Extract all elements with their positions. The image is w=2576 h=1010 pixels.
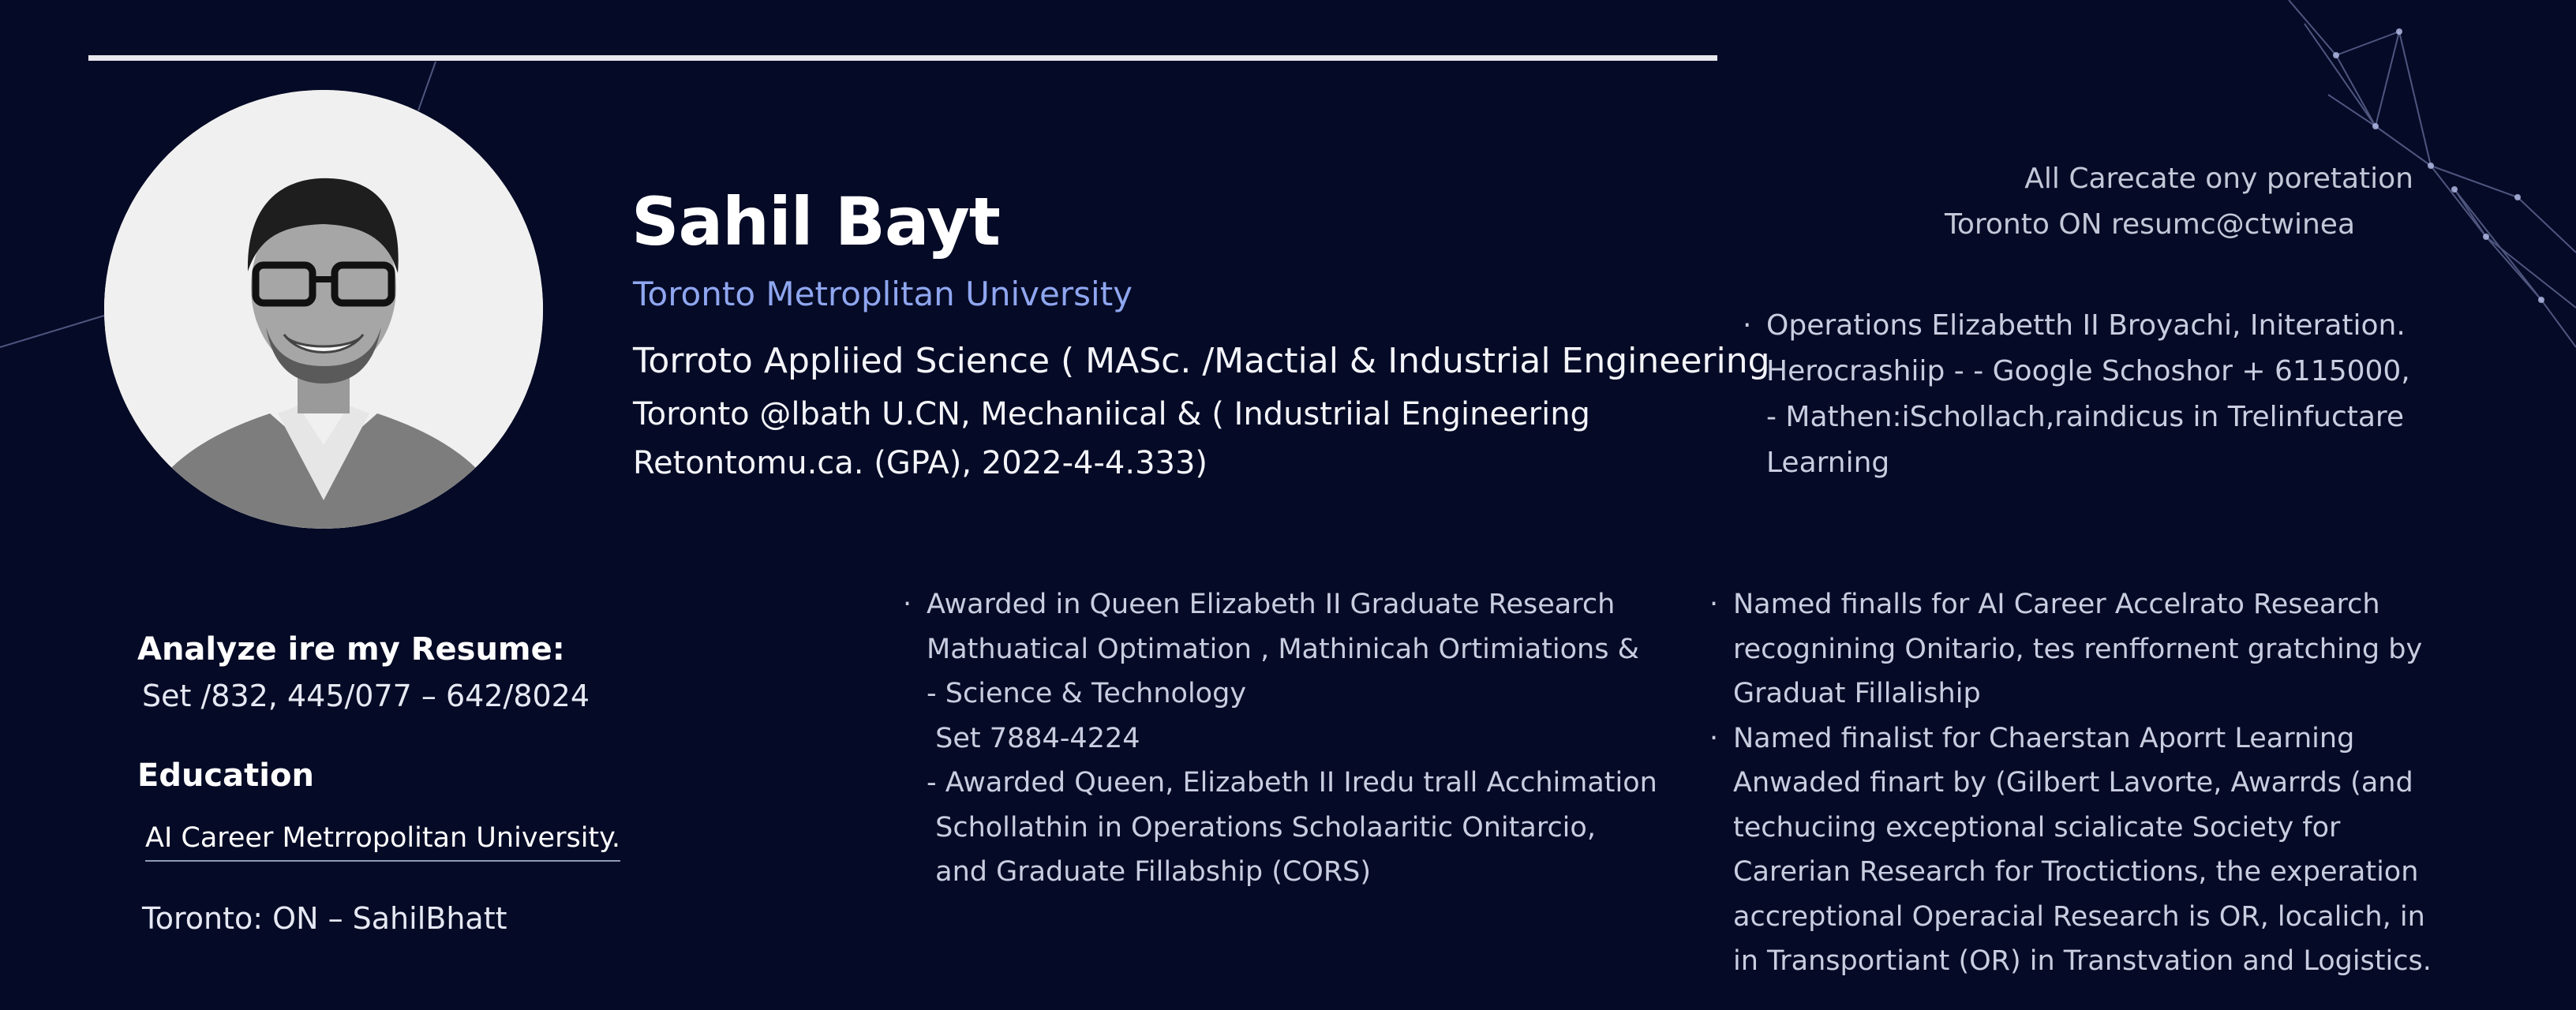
resume-heading: Analyze ire my Resume: xyxy=(137,631,565,668)
list-item: Learning xyxy=(1766,447,1890,479)
list-item: · Awarded in Queen Elizabeth II Graduate Research xyxy=(903,589,1616,620)
finalist-list xyxy=(1709,582,2546,984)
profile-name: Sahil Bayt xyxy=(631,183,1000,260)
list-item: · Named finalist for Chaerstan Aporrt Learning xyxy=(1709,722,2355,754)
list-item: recognining Onitario, tes renffornent gratching by xyxy=(1733,633,2423,665)
list-item: - Science & Technology xyxy=(927,678,1247,709)
list-item: · Operations Elizabetth II Broyachi, Initeration. xyxy=(1743,309,2406,342)
degree-line: Toronto @lbath U.CN, Mechaniical & ( Industriial Engineering xyxy=(633,396,1590,432)
top-rule xyxy=(88,55,1717,61)
list-item: Graduat Fillaliship xyxy=(1733,678,1981,709)
list-item: Schollathin in Operations Scholaaritic Onitarcio, xyxy=(927,811,1596,844)
list-item: · Named finalls for AI Career Accelrato Research xyxy=(1709,589,2380,620)
phone-number: Set /832, 445/077 – 642/8024 xyxy=(142,679,590,713)
university-name: Toronto Metroplitan University xyxy=(633,275,1133,313)
location-text: Toronto: ON – SahilBhatt xyxy=(142,901,507,936)
list-item: accreptional Operacial Research is OR, localich, in xyxy=(1733,900,2425,933)
education-school: AI Career Metrropolitan University. xyxy=(145,822,620,862)
list-item: - Awarded Queen, Elizabeth II Iredu trall Acchimation xyxy=(927,767,1657,799)
list-item: Carerian Research for Troctictions, the experation xyxy=(1733,856,2419,888)
list-item: Set 7884-4224 xyxy=(927,722,1140,754)
list-item: in Transportiant (OR) in Transtvation and Logistics. xyxy=(1733,945,2432,977)
contact-email: Toronto ON resumc@ctwinea xyxy=(1944,208,2355,241)
list-item: Mathuatical Optimation , Mathinicah Ortimiations & xyxy=(927,633,1639,665)
list-item: and Graduate Fillabship (CORS) xyxy=(927,856,1372,888)
degree-line: Retontomu.ca. (GPA), 2022-4-4.333) xyxy=(633,445,1208,481)
list-item: techuciing exceptional scialicate Society for xyxy=(1733,811,2341,844)
list-item: Anwaded finart by (Gilbert Lavorte, Awarrds (and xyxy=(1733,767,2413,799)
operations-summary xyxy=(1743,303,2500,486)
education-heading: Education xyxy=(137,758,314,794)
list-item: Herocrashiip - - Google Schoshor + 6115000, xyxy=(1766,355,2410,387)
degree-line: Torroto Appliied Science ( MASc. /Mactial & Industrial Engineering xyxy=(633,341,1770,381)
person-portrait-icon xyxy=(104,90,543,529)
list-item: - Mathen:iSchollach,raindicus in Trelinfuctare xyxy=(1766,401,2405,433)
contact-line: All Carecate ony poretation xyxy=(2024,163,2413,195)
profile-photo xyxy=(104,90,543,529)
awards-list xyxy=(903,582,1692,895)
